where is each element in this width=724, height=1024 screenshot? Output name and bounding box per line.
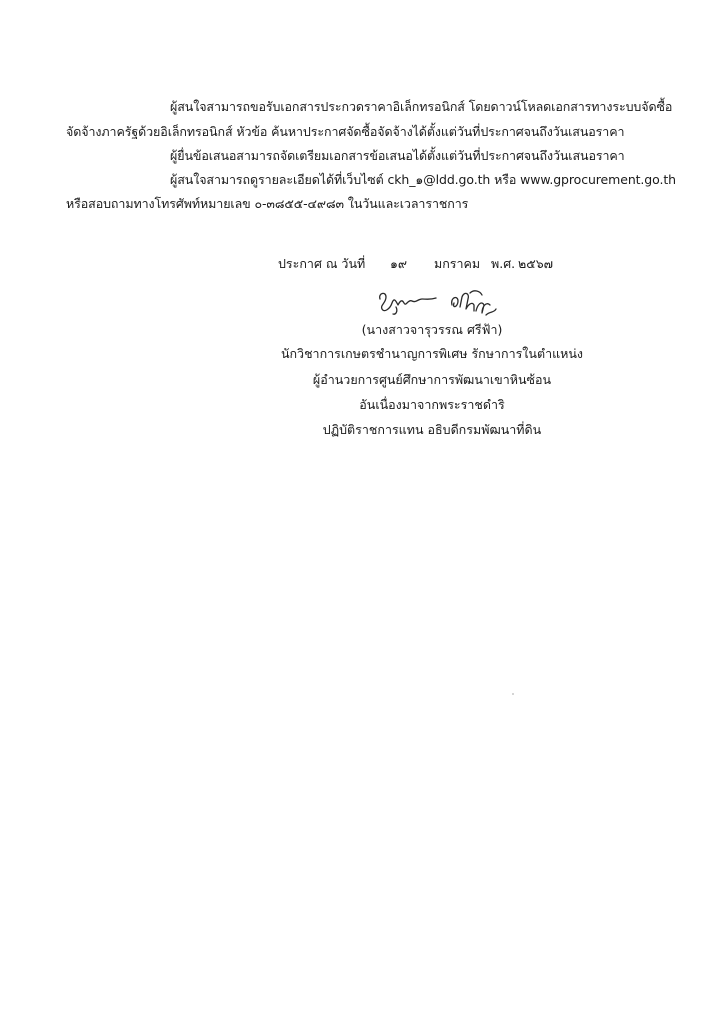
signer-acting-for: ปฏิบัติราชการแทน อธิบดีกรมพัฒนาที่ดิน: [322, 422, 542, 437]
date-year: ๒๕๖๗: [518, 256, 554, 271]
paragraph-contact-line-2: หรือสอบถามทางโทรศัพท์หมายเลข ๐-๓๘๕๕-๔๙๘๓ ในวันและเวลาราชการ: [66, 196, 469, 211]
paragraph-prepare-proposal: ผู้ยื่นข้อเสนอสามารถจัดเตรียมเอกสารข้อเสนอได้ตั้งแต่วันที่ประกาศจนถึงวันเสนอราคา: [170, 148, 625, 163]
signer-office-note: อันเนื่องมาจากพระราชดำริ: [359, 397, 505, 412]
paragraph-download-line-1: ผู้สนใจสามารถขอรับเอกสารประกวดราคาอิเล็กทรอนิกส์ โดยดาวน์โหลดเอกสารทางระบบจัดซื้อ: [170, 99, 673, 114]
scan-speck: [512, 693, 514, 695]
signer-office: ผู้อำนวยการศูนย์ศึกษาการพัฒนาเขาหินซ้อน: [312, 372, 552, 387]
date-month: มกราคม: [434, 256, 481, 271]
paragraph-contact-line-1: ผู้สนใจสามารถดูรายละเอียดได้ที่เว็บไซต์ ckh_๑@ldd.go.th หรือ www.gprocurement.go.th: [170, 172, 676, 187]
signer-name: (นางสาวจารุวรรณ ศรีฟ้า): [361, 322, 503, 337]
paragraph-download-line-2: จัดจ้างภาครัฐด้วยอิเล็กทรอนิกส์ หัวข้อ ค้นหาประกาศจัดซื้อจัดจ้างได้ตั้งแต่วันที่ประกาศจนถึงวันเสนอราคา: [66, 124, 625, 139]
signer-position: นักวิชาการเกษตรชำนาญการพิเศษ รักษาการในตำแหน่ง: [280, 346, 584, 361]
date-day: ๑๙: [390, 256, 408, 271]
date-prefix: ประกาศ ณ วันที่: [278, 256, 366, 271]
date-era: พ.ศ.: [491, 256, 516, 271]
handwritten-signature: [374, 287, 514, 317]
